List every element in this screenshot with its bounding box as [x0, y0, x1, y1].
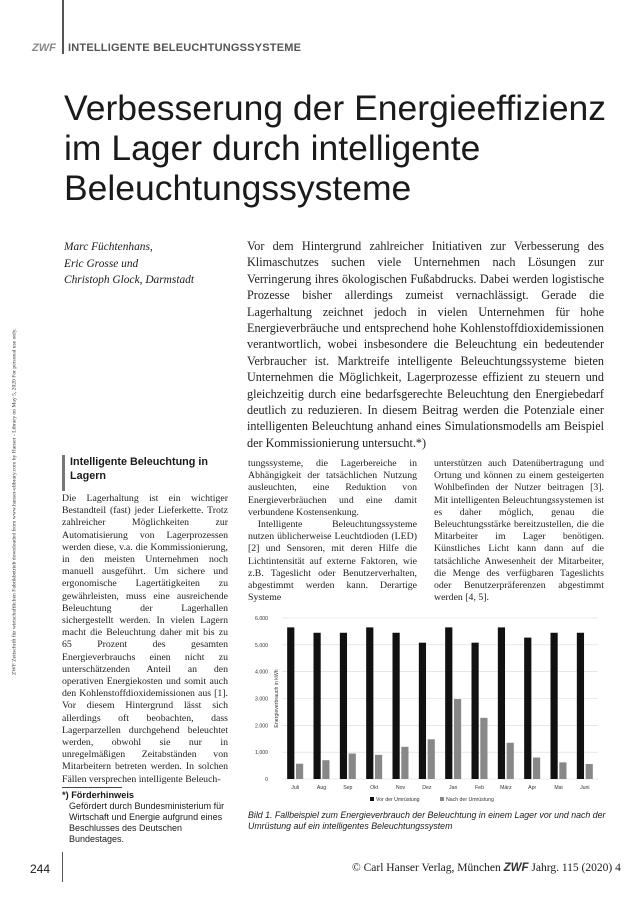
y-tick-label: 1.000: [255, 750, 268, 757]
publisher-line: [352, 862, 621, 874]
footnote-text: Gefördert durch Bundesministerium für Wirtschaft und Energie aufgrund eines Beschlusses des Deutschen Bundestages.: [69, 801, 225, 844]
bar-after: [349, 754, 356, 779]
x-tick-label: Juli: [291, 785, 300, 791]
legend-label: Nach der Umrüstung: [446, 797, 494, 803]
section-title: INTELLIGENTE BELEUCHTUNGSSYSTEME: [68, 42, 302, 54]
bar-after: [296, 764, 303, 779]
legend-swatch: [440, 797, 444, 801]
bar-before: [393, 633, 400, 779]
x-tick-label: März: [500, 785, 512, 791]
journal-logo: ZWF: [32, 42, 56, 54]
x-tick-label: Nov: [395, 785, 406, 791]
x-tick-label: Sep: [343, 785, 353, 791]
figure-caption: Bild 1. Fallbeispiel zum Energieverbrauch der Beleuchtung in einem Lager vor und nach der Umrüstung auf ein intelligentes Beleuchtungssystem: [248, 810, 606, 831]
bar-before: [472, 643, 479, 779]
bar-after: [559, 762, 566, 779]
bar-after: [322, 760, 329, 779]
bar-after: [533, 758, 540, 779]
publisher-name: © Carl Hanser Verlag, München: [352, 862, 501, 874]
abstract: Vor dem Hintergrund zahlreicher Initiativen zur Verbesserung des Klimaschutzes suchen viele Unternehmen nach Lösungen zur Verringerung ihres ökologischen Fußabdrucks. Dabei werden logistische Prozesse bisher allerdings zumeist vernachlässigt. Gerade die Lagerhaltung zeichnet jedoch in vielen Unternehmen für hohe Energieverbräuche und entsprechend hohe Kohlenstoffdioxidemissionen verantwortlich, wobei insbesondere die Beleuchtung ein bedeutender Verbraucher ist. Marktreife intelligente Beleuchtungssysteme bieten Unternehmen die Möglichkeit, Lagerprozesse effizient zu steuern und gleichzeitig durch eine bedarfsgerechte Beleuchtung den Energiebedarf deutlich zu reduzieren. In diesem Beitrag werden die Potenziale einer intelligenten Beleuchtung anhand eines Simulationsmodells am Beispiel der Kommissionierung untersucht.*): [247, 239, 604, 450]
bar-before: [340, 633, 347, 779]
x-tick-label: Jan: [448, 785, 458, 791]
header-rule: [62, 0, 64, 54]
section-heading-bar: [62, 455, 65, 491]
journal-logo-footer: ZWF: [503, 862, 529, 874]
bar-before: [498, 627, 505, 779]
download-note-text: ZWF Zeitschrift für wirtschaftlichen Fabrikbetrieb downloaded from www.hanser-elibrary.com by Hanser - Library on May 5, 2020 For personal use only.: [11, 328, 18, 675]
x-tick-label: Aug: [316, 785, 327, 791]
section-heading: Intelligente Beleuchtung in Lagern: [70, 456, 208, 482]
bar-after: [375, 755, 382, 779]
bar-after: [586, 764, 593, 779]
body-column-1: Die Lagerhaltung ist ein wichtiger Bestandteil (fast) jeder Lieferkette. Trotz zahlreicher Möglichkeiten zur Automatisierung von Lagerprozessen werden diese, v.a. die Kommissionierung, in den meisten Unternehmen noch manuell ausgeführt. Um sichere und ergonomische Lagertätigkeiten zu gewährleisten, muss eine ausreichende Beleuchtung der Lagerhallen sichergestellt werden. In vielen Lagern macht die Beleuchtung daher mit bis zu 65 Prozent des gesamten Energieverbrauchs einen nicht zu unterschätzenden Anteil an den operativen Energiekosten und somit auch den Kohlenstoffdioxidemissionen aus [1]. Vor diesem Hintergrund lässt sich allerdings oft beobachten, dass Lagerparzellen durchgehend beleuchtet werden, obwohl sie nur in unregelmäßigen Zeitabständen von Mitarbeitern betreten werden. In solchen Fällen versprechen intelligente Beleuch-: [62, 493, 228, 785]
bar-after: [480, 718, 487, 779]
bar-before: [366, 627, 373, 779]
y-tick-label: 6.000: [255, 616, 268, 622]
bar-before: [524, 638, 531, 779]
y-tick-label: 4.000: [255, 669, 268, 676]
legend-label: Vor der Umrüstung: [376, 797, 420, 803]
y-tick-label: 0: [265, 777, 268, 783]
bar-after: [454, 699, 461, 779]
journal-volume: Jahrg. 115 (2020) 4: [531, 862, 621, 874]
x-tick-label: Dez: [422, 785, 432, 791]
author-1: Marc Füchtenhans,: [64, 241, 153, 253]
bar-before: [287, 627, 294, 779]
y-axis-label: Energieverbrauch in kWh: [274, 669, 280, 728]
legend-swatch: [370, 797, 374, 801]
bar-before: [419, 643, 426, 779]
bar-before: [551, 633, 558, 779]
x-tick-label: Mai: [554, 785, 563, 791]
bar-after: [428, 739, 435, 779]
footnote-rule: [62, 787, 122, 788]
y-tick-label: 5.000: [255, 642, 268, 649]
section-heading-box: [62, 455, 228, 493]
x-tick-label: Juni: [580, 785, 590, 791]
bar-after: [401, 747, 408, 779]
x-tick-label: Feb: [475, 785, 484, 791]
page-number: 244: [30, 862, 51, 876]
article-title: Verbesserung der Energieeffizienz im Lager durch intelligente Beleuchtungssysteme: [64, 88, 607, 208]
bar-before: [577, 633, 584, 779]
bar-before: [445, 627, 452, 779]
energy-chart: [252, 608, 606, 808]
download-note: [6, 255, 24, 675]
bar-after: [507, 743, 514, 779]
author-list: [64, 239, 244, 289]
body-column-2: tungssysteme, die Lagerbereiche in Abhängigkeit der tatsächlichen Nutzung ausleuchten, eine Reduktion von Energieverbräuchen und eine damit verbundene Kostensenkung. Intelligente Beleuchtungssysteme nutzen üblicherweise Leuchtdioden (LED) [2] und Sensoren, mit deren Hilfe die Lichtintensität auf externe Faktoren, wie z.B. Tageslicht oder Benutzerverhalten, abgestimmt werden kann. Derartige Systeme: [248, 458, 417, 604]
author-3: Christoph Glock, Darmstadt: [64, 274, 195, 286]
footnote-title: *) Förderhinweis: [62, 790, 134, 800]
body-column-3: unterstützen auch Datenübertragung und Ortung und können zu einem gesteigerten Wohlbefinden der Nutzer beitragen [3]. Mit intelligenten Beleuchtungssystemen ist es daher möglich, genau die Beleuchtungsstärke bereitzustellen, die die Mitarbeiter im Lager benötigen. Künstliches Licht kann dann auf die tatsächliche Anwesenheit der Mitarbeiter, die Menge des verfügbaren Tageslichts oder Benutzerpräferenzen abgestimmt werden [4, 5].: [434, 458, 604, 604]
author-2: Eric Grosse und: [64, 257, 139, 270]
y-tick-label: 2.000: [255, 723, 268, 730]
footer-rule: [62, 852, 63, 882]
x-tick-label: Apr: [528, 785, 537, 791]
bar-before: [314, 633, 321, 779]
y-tick-label: 3.000: [255, 696, 268, 703]
x-tick-label: Okt: [370, 785, 379, 791]
